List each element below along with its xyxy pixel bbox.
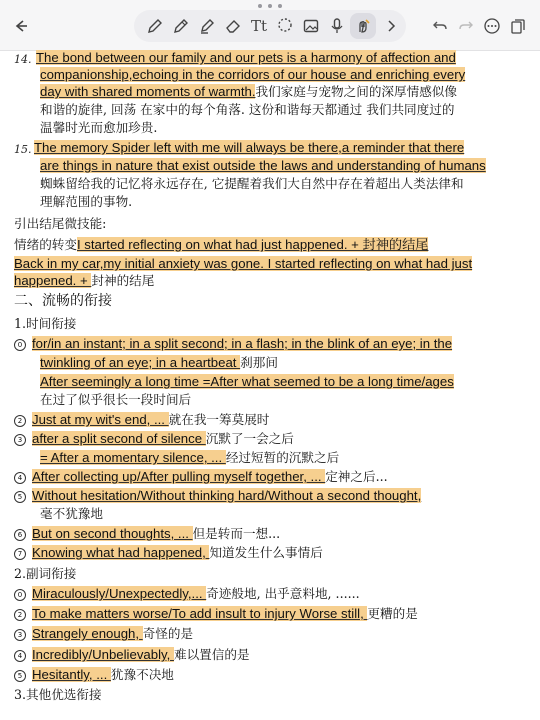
pages-icon[interactable] bbox=[505, 13, 531, 39]
list-item: 3 Strangely enough, 奇怪的是 bbox=[14, 625, 193, 643]
image-icon[interactable] bbox=[298, 13, 324, 39]
text-line: The memory Spider left with me will always be there,a reminder that there bbox=[34, 140, 465, 155]
window-grabber[interactable] bbox=[258, 4, 282, 8]
text-tool-icon[interactable]: Tt bbox=[250, 17, 268, 35]
chevron-right-icon[interactable] bbox=[378, 13, 404, 39]
handwritten-note: 温馨时光而愈加珍贵. bbox=[40, 120, 158, 135]
handwritten-note: 理解范围的事物. bbox=[40, 194, 133, 209]
text-line: are things in nature that exist outside the laws and understanding of humans bbox=[40, 158, 486, 173]
subsection-heading: 3.其他优选衔接 bbox=[14, 687, 102, 702]
section-label: 引出结尾微技能: bbox=[14, 216, 107, 231]
top-toolbar bbox=[0, 0, 540, 51]
text-line: After seemingly a long time =After what seemed to be a long time/ages bbox=[40, 374, 454, 389]
text-line: The bond between our family and our pets is a harmony of affection and bbox=[36, 50, 456, 65]
pencil-icon[interactable] bbox=[168, 13, 194, 39]
redo-icon[interactable] bbox=[453, 13, 479, 39]
text-line: twinkling of an eye; in a heartbeat 刹那间 bbox=[40, 355, 278, 370]
undo-icon[interactable] bbox=[427, 13, 453, 39]
more-icon[interactable] bbox=[479, 13, 505, 39]
list-item: 7 Knowing what had happened, 知道发生什么事情后 bbox=[14, 544, 323, 562]
microphone-icon[interactable] bbox=[324, 13, 350, 39]
pen-icon[interactable] bbox=[142, 13, 168, 39]
list-item: 3 after a split second of silence 沉默了一会之后 bbox=[14, 430, 294, 448]
list-item: 2 To make matters worse/To add insult to injury Worse still, 更糟的是 bbox=[14, 605, 418, 623]
section-heading: 二、流畅的衔接 bbox=[14, 293, 112, 309]
highlighter-icon[interactable] bbox=[194, 13, 220, 39]
list-item: 4 Incredibly/Unbelievably, 难以置信的是 bbox=[14, 646, 250, 664]
list-item: 5 Hesitantly, ... 犹豫不决地 bbox=[14, 666, 174, 684]
list-item: 2 Just at my wit's end, ... 就在我一筹莫展时 bbox=[14, 411, 269, 429]
list-item: 0 for/in an instant; in a split second; in a flash; in the blink of an eye; in the bbox=[14, 335, 452, 353]
text-line: 情绪的转变I started reflecting on what had just happened. + 封神的结尾 bbox=[14, 237, 429, 252]
lasso-icon[interactable] bbox=[272, 13, 298, 39]
list-item: 0 Miraculously/Unexpectedly,... 奇迹般地, 出乎意料地, ...... bbox=[14, 585, 360, 603]
eraser-icon[interactable] bbox=[220, 13, 246, 39]
subsection-heading: 1.时间衔接 bbox=[14, 316, 77, 331]
hand-draw-icon[interactable] bbox=[350, 13, 376, 39]
list-item: 6 But on second thoughts, ... 但是转而一想... bbox=[14, 525, 280, 543]
text-line: day with shared moments of warmth.我们家庭与宠物之间的深厚情感似像 bbox=[40, 84, 457, 99]
handwritten-note: 蜘蛛留给我的记忆将永远存在, 它提醒着我们大自然中存在着超出人类法律和 bbox=[40, 176, 464, 191]
text-line: = After a momentary silence, ... 经过短暂的沉默之后 bbox=[40, 450, 340, 465]
note-page[interactable] bbox=[0, 50, 540, 720]
handwritten-note: 和谐的旋律, 回荡 在家中的每个角落. 这份和谐每天都通过 我们共同度过的 bbox=[40, 102, 455, 117]
handwritten-note: 毫不犹豫地 bbox=[40, 506, 103, 521]
handwritten-note: 在过了似乎很长一段时间后 bbox=[40, 392, 192, 407]
item-number: 14. bbox=[14, 53, 32, 66]
list-item: 5 Without hesitation/Without thinking hard/Without a second thought, bbox=[14, 487, 421, 505]
list-item: 4 After collecting up/After pulling myself together, ... 定神之后... bbox=[14, 468, 388, 486]
tool-palette bbox=[134, 10, 406, 42]
text-line: happened. + 封神的结尾 bbox=[14, 273, 155, 288]
back-arrow-icon[interactable] bbox=[8, 13, 34, 39]
text-line: Back in my car,my initial anxiety was gone. I started reflecting on what had just bbox=[14, 256, 473, 271]
item-number: 15. bbox=[14, 143, 32, 156]
text-line: companionship,echoing in the corridors of our house and enriching every bbox=[40, 67, 466, 82]
subsection-heading: 2.副词衔接 bbox=[14, 566, 77, 581]
